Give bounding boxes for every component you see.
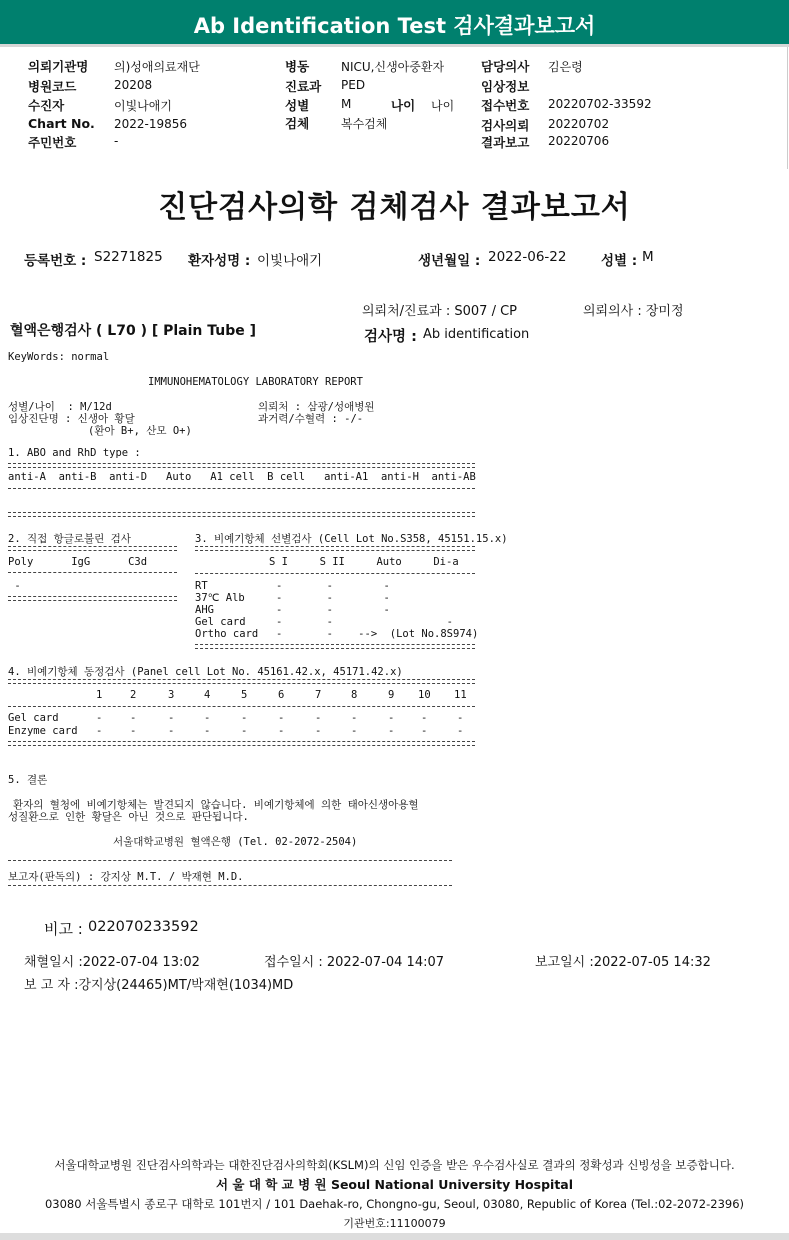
name-value: 이빛나애기: [257, 253, 323, 269]
panel-cell-number: 10: [418, 689, 431, 701]
doctor-info: 의뢰의사 : 장미정: [583, 304, 684, 319]
receive-time: 접수일시 : 2022-07-04 14:07: [264, 955, 445, 970]
panel-cell-value: -: [315, 712, 322, 724]
panel-cell-value: -: [457, 712, 464, 724]
rule: [8, 572, 177, 573]
section-1-title: 1. ABO and RhD type :: [8, 447, 141, 459]
screen-header: S I S II Auto Di-a: [269, 556, 459, 568]
screen-row-values: - - -: [276, 604, 390, 616]
info-label: 병원코드: [28, 79, 77, 94]
referrer-line: 의뢰처 : 삼광/성애병원: [258, 401, 375, 413]
report-title: 진단검사의학 검체검사 결과보고서: [158, 190, 631, 225]
rule: [195, 546, 475, 551]
sex-value: M: [642, 249, 654, 265]
panel-cell-value: -: [241, 712, 248, 724]
dob-label: 생년월일 :: [418, 253, 481, 269]
footer-certification: 서울대학교병원 진단검사의학과는 대한진단검사의학회(KSLM)의 신임 인증을 받은 우수검사실로 결과의 정확성과 신빙성을 보증합니다.: [54, 1158, 735, 1172]
info-value: 20220702-33592: [548, 97, 652, 111]
rule: [8, 860, 452, 861]
info-value: 20220702: [548, 117, 610, 131]
sex-label: 성별 :: [601, 253, 638, 269]
test-label: 검사명 :: [364, 329, 417, 345]
panel-cell-value: -: [168, 712, 175, 724]
diagnosis-line-2: (환아 B+, 산모 O+): [88, 425, 192, 437]
info-value: PED: [341, 78, 366, 92]
info-label: 임상정보: [481, 79, 530, 94]
panel-cell-value: -: [96, 725, 103, 737]
bottom-strip: [0, 1233, 789, 1240]
lab-report-title: IMMUNOHEMATOLOGY LABORATORY REPORT: [148, 376, 363, 388]
screen-row-label: RT: [195, 580, 208, 592]
info-value: M: [341, 97, 352, 111]
info-label: 진료과: [285, 79, 322, 94]
panel-cell-value: -: [421, 725, 428, 737]
header-title: Ab Identification Test 검사결과보고서: [193, 14, 596, 38]
rule: [195, 573, 475, 574]
footer-hospital-name: 서 울 대 학 교 병 원 Seoul National University Hospital: [215, 1177, 574, 1192]
section-3-title: 3. 비예기항체 선별검사 (Cell Lot No.S358, 45151.15.x): [195, 533, 508, 545]
section-title: 혈액은행검사 ( L70 ) [ Plain Tube ]: [10, 323, 257, 339]
info-label: 주민번호: [28, 135, 77, 150]
sex-age-line: 성별/나이 : M/12d: [8, 401, 112, 413]
info-label: Chart No.: [28, 116, 95, 131]
screen-row-label: Ortho card: [195, 628, 259, 640]
panel-cell-number: 6: [278, 689, 285, 701]
info-value: 2022-19856: [114, 117, 188, 131]
rule: [8, 885, 452, 886]
panel-cell-number: 2: [130, 689, 137, 701]
info-value: 20208: [114, 78, 153, 92]
section-4-title: 4. 비예기항체 동정검사 (Panel cell Lot No. 45161.42.x, 45171.42.x): [8, 666, 403, 678]
panel-row-label: Enzyme card: [8, 725, 78, 737]
info-value: 이빛나애기: [114, 99, 172, 113]
rule: [8, 488, 475, 489]
info-label: 검체: [285, 116, 310, 131]
panel-cell-value: -: [421, 712, 428, 724]
panel-cell-value: -: [168, 725, 175, 737]
panel-cell-number: 7: [315, 689, 322, 701]
note-label: 비고 :: [44, 920, 83, 938]
panel-cell-value: -: [388, 712, 395, 724]
test-value: Ab identification: [423, 327, 530, 342]
panel-cell-value: -: [278, 712, 285, 724]
panel-cell-value: -: [204, 725, 211, 737]
screen-row-label: 37℃ Alb: [195, 592, 245, 604]
rule: [8, 546, 177, 551]
panel-cell-number: 4: [204, 689, 211, 701]
footer-address: 03080 서울특별시 종로구 대학로 101번지 / 101 Daehak-ro, Chongno-gu, Seoul, 03080, Republic of Korea (Tel.:02-2072-2396): [44, 1197, 745, 1211]
panel-cell-value: -: [457, 725, 464, 737]
blood-bank-line: 서울대학교병원 혈액은행 (Tel. 02-2072-2504): [113, 836, 358, 848]
panel-cell-number: 5: [241, 689, 248, 701]
panel-cell-value: -: [351, 712, 358, 724]
info-label-age: 나이: [391, 98, 416, 113]
panel-cell-value: -: [204, 712, 211, 724]
reporter-line: 보고자(판독의) : 강지상 M.T. / 박재현 M.D.: [8, 871, 244, 883]
reg-label: 등록번호 :: [24, 253, 87, 269]
panel-cell-value: -: [351, 725, 358, 737]
info-value: 의)성애의료재단: [114, 60, 200, 74]
info-label: 담당의사: [481, 59, 530, 74]
panel-cell-number: 9: [388, 689, 395, 701]
dob-value: 2022-06-22: [488, 249, 567, 265]
abo-header: anti-A anti-B anti-D Auto A1 cell B cell anti-A1 anti-H anti-AB: [8, 471, 476, 483]
screen-row-values: - - --> (Lot No.8S974): [276, 628, 479, 640]
info-value: NICU,신생아중환자: [341, 60, 445, 74]
reporter-names: 보 고 자 :강지상(24465)MT/박재현(1034)MD: [24, 978, 294, 993]
screen-row-values: - - -: [276, 580, 390, 592]
screen-row-values: - - -: [276, 592, 390, 604]
rule: [8, 741, 475, 746]
rule: [8, 679, 475, 684]
panel-cell-number: 8: [351, 689, 358, 701]
reg-value: S2271825: [94, 249, 163, 265]
report-time: 보고일시 :2022-07-05 14:32: [535, 955, 711, 970]
screen-row-label: AHG: [195, 604, 214, 616]
info-value: -: [114, 134, 119, 148]
diagnosis-line: 임상진단명 : 신생아 황달: [8, 413, 135, 425]
dat-header: Poly IgG C3d: [8, 556, 148, 568]
rule: [195, 644, 475, 649]
conclusion-line-1: 환자의 혈청에 비예기항체는 발견되지 않습니다. 비예기항체에 의한 태아신생아용혈: [13, 799, 419, 811]
footer-institution-number: 기관번호:11100079: [343, 1217, 446, 1230]
panel-cell-number: 3: [168, 689, 175, 701]
rule: [8, 512, 475, 517]
screen-row-label: Gel card: [195, 616, 246, 628]
info-label: 접수번호: [481, 98, 530, 113]
panel-row-label: Gel card: [8, 712, 59, 724]
panel-cell-value: -: [388, 725, 395, 737]
conclusion-line-2: 성질환으로 인한 황달은 아닌 것으로 판단됩니다.: [8, 811, 249, 823]
section-2-title: 2. 직접 항글로불린 검사: [8, 533, 131, 545]
panel-cell-value: -: [130, 725, 137, 737]
info-label: 성별: [285, 98, 310, 113]
panel-cell-value: -: [278, 725, 285, 737]
history-line: 과거력/수혈력 : -/-: [258, 413, 364, 425]
keywords: KeyWords: normal: [8, 351, 110, 363]
collect-time: 채혈일시 :2022-07-04 13:02: [24, 955, 200, 970]
section-5-title: 5. 결론: [8, 774, 48, 786]
panel-cell-value: -: [96, 712, 103, 724]
dat-value: -: [8, 580, 21, 592]
dept-info: 의뢰처/진료과 : S007 / CP: [362, 304, 517, 319]
info-label: 검사의뢰: [481, 118, 530, 133]
panel-cell-number: 11: [454, 689, 467, 701]
info-label: 의뢰기관명: [28, 59, 89, 74]
info-label: 수진자: [28, 98, 65, 113]
rule: [8, 463, 475, 468]
panel-cell-value: -: [315, 725, 322, 737]
panel-cell-value: -: [241, 725, 248, 737]
name-label: 환자성명 :: [188, 253, 251, 269]
note-value: 022070233592: [88, 919, 199, 935]
panel-cell-number: 1: [96, 689, 103, 701]
screen-row-values: - - -: [276, 616, 454, 628]
info-label: 결과보고: [481, 135, 530, 150]
info-value-age: 나이: [431, 99, 455, 113]
info-value: 20220706: [548, 134, 610, 148]
rule: [8, 706, 475, 707]
info-value: 복수검체: [341, 117, 388, 131]
rule: [8, 596, 177, 601]
panel-cell-value: -: [130, 712, 137, 724]
info-value: 김은령: [548, 60, 583, 74]
info-label: 병동: [285, 59, 310, 74]
